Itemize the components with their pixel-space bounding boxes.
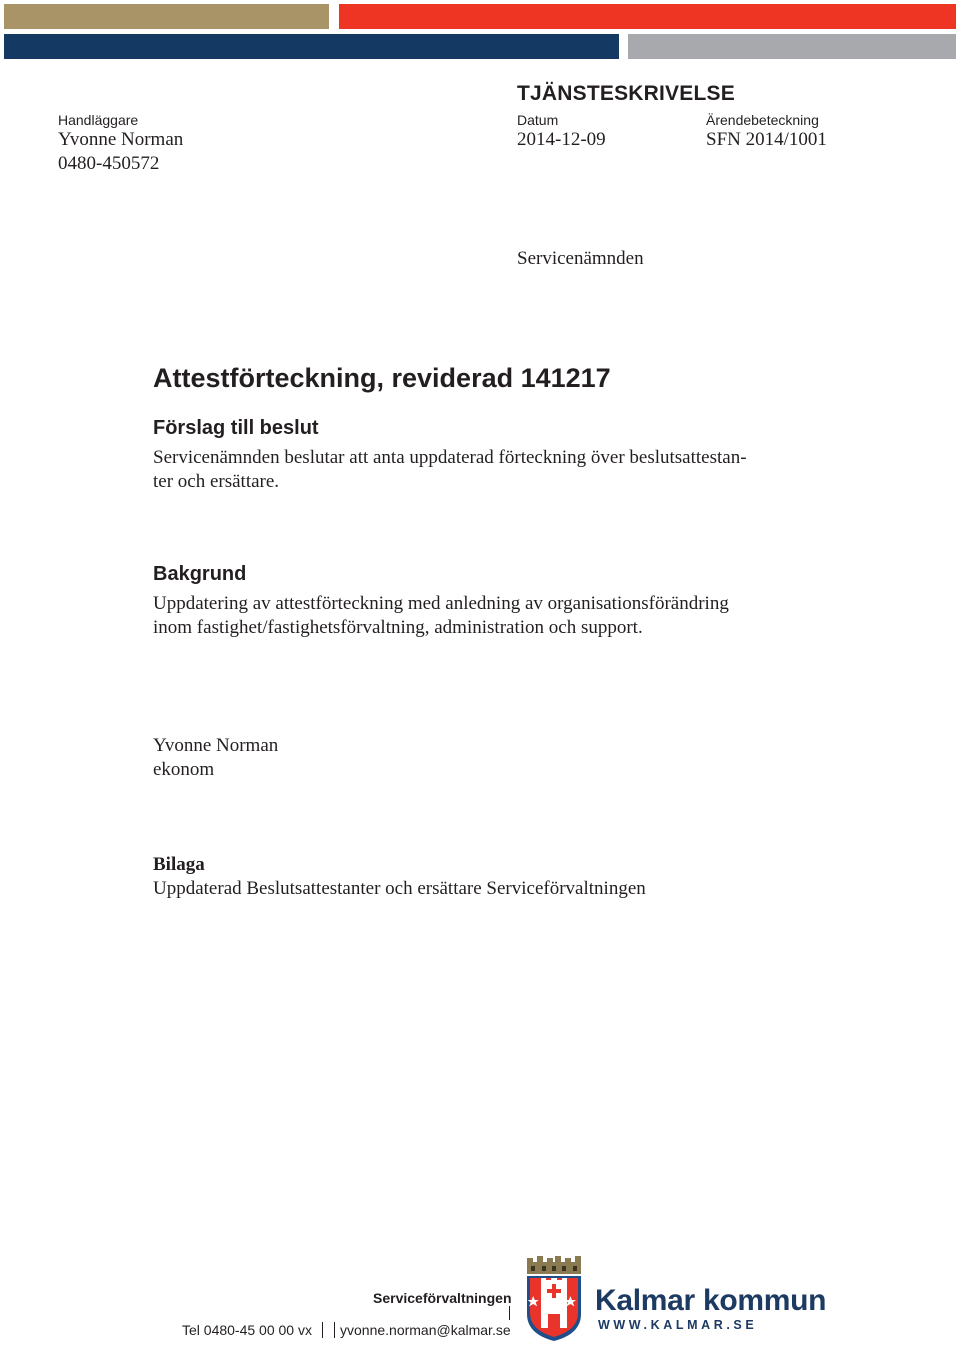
- document-type: TJÄNSTESKRIVELSE: [517, 82, 735, 105]
- header-bar-red: [339, 4, 956, 29]
- case-number-label: Ärendebeteckning: [706, 112, 819, 128]
- background-line-1: Uppdatering av attestförteckning med anledning av organisationsförändring: [153, 593, 729, 614]
- proposal-line-1: Servicenämnden beslutar att anta uppdaterad förteckning över beslutsattestan-: [153, 447, 747, 468]
- header-bar-navy: [4, 34, 619, 59]
- footer-email[interactable]: yvonne.norman@kalmar.se: [340, 1322, 511, 1338]
- logo-url[interactable]: WWW.KALMAR.SE: [598, 1318, 758, 1332]
- handler-phone: 0480-450572: [58, 153, 160, 174]
- handler-name: Yvonne Norman: [58, 129, 184, 150]
- proposal-heading: Förslag till beslut: [153, 417, 319, 439]
- coat-of-arms-emblem: [524, 1256, 584, 1342]
- header-bar-gold: [4, 4, 329, 29]
- handler-label: Handläggare: [58, 112, 139, 128]
- footer-department: Serviceförvaltningen: [373, 1290, 512, 1306]
- footer-divider-vertical: [509, 1306, 510, 1320]
- background-line-2: inom fastighet/fastighetsförvaltning, administration och support.: [153, 617, 643, 638]
- logo-name: Kalmar kommun: [595, 1284, 827, 1317]
- shield-icon: [527, 1276, 581, 1341]
- date-value: 2014-12-09: [517, 129, 606, 150]
- crown-icon: [527, 1256, 581, 1274]
- signer-title: ekonom: [153, 759, 215, 780]
- attachment-heading: Bilaga: [153, 854, 205, 875]
- case-number-value: SFN 2014/1001: [706, 129, 827, 150]
- document-title: Attestförteckning, reviderad 141217: [153, 363, 611, 393]
- header-bar-gray: [628, 34, 956, 59]
- footer-divider-2: [334, 1322, 335, 1338]
- attachment-text: Uppdaterad Beslutsattestanter och ersättare Serviceförvaltningen: [153, 878, 646, 899]
- footer-phone: Tel 0480-45 00 00 vx: [182, 1322, 312, 1338]
- footer-divider-1: [322, 1322, 323, 1338]
- signer-name: Yvonne Norman: [153, 735, 279, 756]
- background-heading: Bakgrund: [153, 563, 247, 585]
- proposal-line-2: ter och ersättare.: [153, 471, 280, 492]
- recipient: Servicenämnden: [517, 248, 644, 269]
- date-label: Datum: [517, 112, 559, 128]
